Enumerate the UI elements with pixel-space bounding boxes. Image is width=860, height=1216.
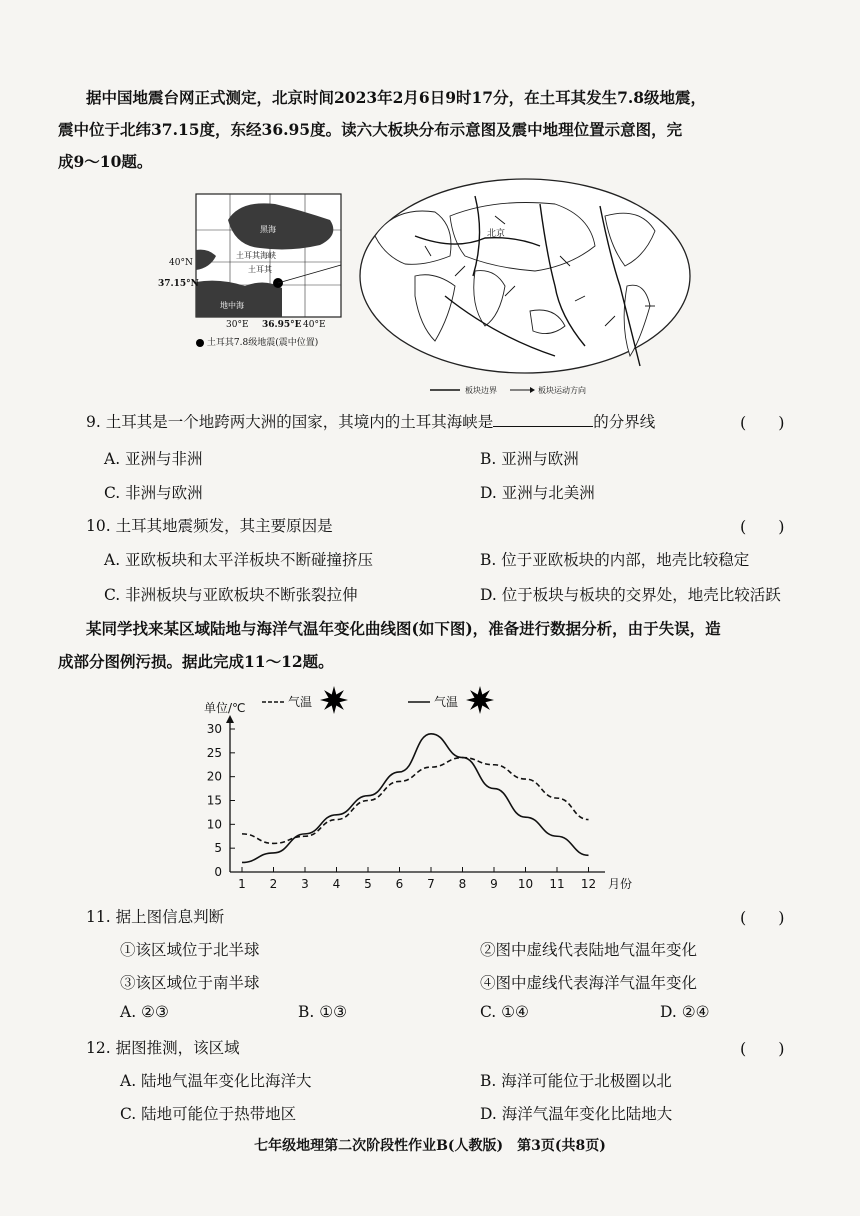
q12-answer-paren[interactable]: ( ) xyxy=(740,1039,785,1058)
q9-stem xyxy=(86,410,655,432)
q12-option-a[interactable]: A. 陆地气温年变化比海洋大 xyxy=(120,1072,312,1090)
x-tick-label: 11 xyxy=(549,877,565,891)
q9-option-a[interactable]: A. 亚洲与非洲 xyxy=(104,450,203,468)
y-tick-label: 30 xyxy=(206,722,222,736)
y-tick-label: 25 xyxy=(206,745,222,760)
y-tick-label: 20 xyxy=(206,769,222,784)
x-tick-label: 10 xyxy=(517,877,534,891)
q10-option-b[interactable]: B. 位于亚欧板块的内部，地壳比较稳定 xyxy=(480,551,750,569)
q10-option-d[interactable]: D. 位于板块与板块的交界处，地壳比较活跃 xyxy=(480,586,781,604)
turkey-label: 土耳其 xyxy=(248,265,272,274)
y-tick-label: 10 xyxy=(206,817,222,832)
x-tick-label: 2 xyxy=(269,877,278,891)
x-axis-label: 月份 xyxy=(608,877,633,891)
world-plate-map xyxy=(355,176,695,398)
x-tick-label: 9 xyxy=(490,877,498,891)
q11-option-d[interactable]: D. ②④ xyxy=(660,1003,710,1021)
q10-answer-paren[interactable]: ( ) xyxy=(740,517,785,536)
q11-stem: 11. 据上图信息判断 xyxy=(86,908,225,926)
legend-series-name: 气温 xyxy=(288,695,313,709)
q11-statement-2: ②图中虚线代表陆地气温年变化 xyxy=(480,941,698,959)
intro2-line1: 某同学找来某区域陆地与海洋气温年变化曲线图(如下图)，准备进行数据分析，由于失误，造 xyxy=(86,619,721,638)
q10-stem: 10. 土耳其地震频发，其主要原因是 xyxy=(86,517,333,535)
q9-answer-blank[interactable] xyxy=(493,412,593,427)
x-tick-label: 1 xyxy=(238,877,246,891)
strait-label: 土耳其海峡 xyxy=(236,251,276,260)
x-tick-label: 4 xyxy=(332,877,341,891)
q11-statement-3: ③该区域位于南半球 xyxy=(120,974,260,992)
lon-30-label: 30°E xyxy=(226,320,249,330)
mediterranean-label: 地中海 xyxy=(220,301,244,310)
intro1-line3: 成9～10题。 xyxy=(58,152,153,171)
legend-series-name: 气温 xyxy=(434,695,459,709)
q9-option-c[interactable]: C. 非洲与欧洲 xyxy=(104,484,203,502)
beijing-label: 北京 xyxy=(487,229,506,239)
arrow-icon xyxy=(530,387,535,393)
turkey-inset-map xyxy=(190,190,360,355)
q11-answer-paren[interactable]: ( ) xyxy=(740,908,785,927)
intro2-line2: 成部分图例污损。据此完成11～12题。 xyxy=(58,652,334,671)
q9-answer-paren[interactable]: ( ) xyxy=(740,413,785,432)
y-axis-arrow-icon xyxy=(226,715,234,723)
inset-legend xyxy=(196,335,318,348)
inset-legend-text: 土耳其7.8级地震(震中位置) xyxy=(206,338,319,348)
ink-blot-icon xyxy=(320,686,348,714)
q9-option-d[interactable]: D. 亚洲与北美洲 xyxy=(480,484,595,502)
lon-epi-label: 36.95°E xyxy=(262,320,302,330)
q9-stem-a: 9. 土耳其是一个地跨两大洲的国家，其境内的土耳其海峡是 xyxy=(86,413,494,431)
q11-option-c[interactable]: C. ①④ xyxy=(480,1003,529,1021)
black-sea-label: 黑海 xyxy=(260,225,276,234)
q12-stem: 12. 据图推测，该区域 xyxy=(86,1039,240,1057)
y-tick-label: 5 xyxy=(214,841,222,856)
ink-blot-icon xyxy=(466,686,494,714)
x-tick-label: 12 xyxy=(580,877,597,891)
y-tick-label: 15 xyxy=(206,793,222,808)
y-tick-label: 0 xyxy=(214,865,222,879)
q11-statement-4: ④图中虚线代表海洋气温年变化 xyxy=(480,974,698,992)
epicenter-legend-icon xyxy=(196,339,204,347)
lat-40-label: 40°N xyxy=(169,258,193,268)
x-tick-label: 3 xyxy=(301,877,309,891)
mediterranean-shape xyxy=(196,281,282,317)
x-tick-label: 6 xyxy=(395,877,404,891)
q12-option-b[interactable]: B. 海洋可能位于北极圈以北 xyxy=(480,1072,672,1090)
x-tick-label: 5 xyxy=(364,877,372,891)
q9-stem-b: 的分界线 xyxy=(593,413,656,431)
q11-option-a[interactable]: A. ②③ xyxy=(120,1003,169,1021)
intro1-line2: 震中位于北纬37.15度，东经36.95度。读六大板块分布示意图及震中地理位置示意图，完 xyxy=(58,120,683,139)
q10-option-a[interactable]: A. 亚欧板块和太平洋板块不断碰撞挤压 xyxy=(104,551,374,569)
solid-series-line xyxy=(242,734,589,863)
lon-40-label: 40°E xyxy=(303,320,326,330)
y-axis-label: 单位/℃ xyxy=(204,701,246,715)
q11-statement-1: ①该区域位于北半球 xyxy=(120,941,260,959)
temperature-line-chart xyxy=(180,682,640,894)
q12-option-d[interactable]: D. 海洋气温年变化比陆地大 xyxy=(480,1105,673,1123)
page-footer: 七年级地理第二次阶段性作业B(人教版) 第3页(共8页) xyxy=(254,1138,606,1154)
legend-boundary-label: 板块边界 xyxy=(465,386,497,395)
q9-option-b[interactable]: B. 亚洲与欧洲 xyxy=(480,450,579,468)
q12-option-c[interactable]: C. 陆地可能位于热带地区 xyxy=(120,1105,297,1123)
lat-epi-label: 37.15°N xyxy=(158,279,199,289)
dashed-series-line xyxy=(242,758,589,844)
q11-option-b[interactable]: B. ①③ xyxy=(298,1003,348,1021)
intro1-line1: 据中国地震台网正式测定，北京时间2023年2月6日9时17分，在土耳其发生7.8级地震， xyxy=(86,88,707,107)
x-tick-label: 7 xyxy=(427,877,435,891)
x-tick-label: 8 xyxy=(458,877,467,891)
legend-motion-label: 板块运动方向 xyxy=(538,386,586,395)
q10-option-c[interactable]: C. 非洲板块与亚欧板块不断张裂拉伸 xyxy=(104,586,358,604)
